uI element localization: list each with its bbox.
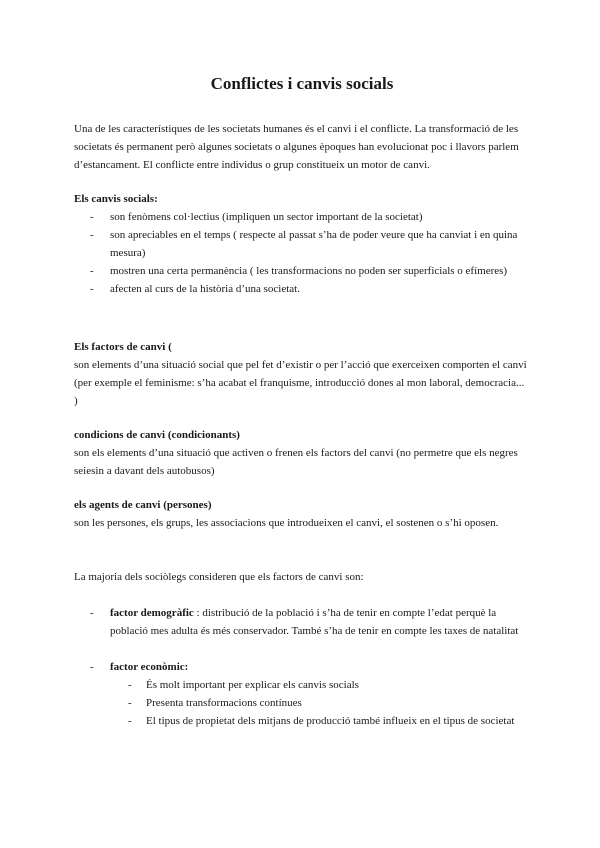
- intro-paragraph: Una de les característiques de les societats humanes és el canvi i el conflicte. La transformació de les societats és permanent però algunes societats o algunes èpoques han evolucionat poc i llavors parlem d’estancament. El conflicte entre individus o grup constitueix un motor de canvi.: [74, 123, 519, 171]
- canvis-heading: Els canvis socials:: [74, 193, 158, 205]
- canvis-list: [74, 208, 530, 298]
- list-item: - El tipus de propietat dels mitjans de producció també influeix en el tipus de societat: [110, 712, 530, 730]
- agents-heading: els agents de canvi (persones): [74, 499, 212, 511]
- economic-list: [74, 658, 530, 730]
- page-title: Conflictes i canvis socials: [210, 74, 394, 93]
- economic-term: factor econòmic:: [110, 661, 189, 673]
- condicions-text: son els elements d’una situació que activen o frenen els factors del canvi (no permetre que els negres seiesin a davant dels autobusos): [74, 447, 518, 477]
- condicions-heading: condicions de canvi (condicionants): [74, 429, 240, 441]
- list-item: - És molt important per explicar els canvis socials: [110, 676, 530, 694]
- factors-heading: Els factors de canvi (: [74, 341, 172, 353]
- list-item-demografic: [74, 604, 530, 640]
- majoria-paragraph: La majoria dels sociòlegs consideren que els factors de canvi son:: [74, 571, 364, 583]
- list-item: - son fenòmens col·lectius (impliquen un sector important de la societat): [74, 208, 530, 226]
- demografic-text: : distribució de la població i s’ha de tenir en compte l’edat perquè la població mes adulta és més conservador. També s’ha de tenir en compte les taxes de natalitat: [110, 607, 519, 637]
- list-item: - son apreciables en el temps ( respecte al passat s’ha de poder veure que ha canviat i en quina mesura): [74, 226, 530, 262]
- agents-text: son les persones, els grups, les associacions que introdueixen el canvi, el sostenen o s’hi oposen.: [74, 517, 499, 529]
- list-item: - afecten al curs de la història d’una societat.: [74, 280, 530, 298]
- list-item: - Presenta transformacions contínues: [110, 694, 530, 712]
- economic-sublist: [110, 676, 530, 730]
- factors-text: son elements d’una situació social que pel fet d’existir o per l’acció que exerceixen comporten el canvi (per exemple el feminisme: s’ha acabat el franquisme, introducció dones al mon laboral, democracia... ): [74, 359, 527, 407]
- demografic-term: factor demogràfic: [110, 607, 194, 619]
- factors-list: [74, 604, 530, 640]
- list-item: - mostren una certa permanència ( les transformacions no poden ser superficials o efímeres): [74, 262, 530, 280]
- list-item-economic: [74, 658, 530, 730]
- document-page: [74, 72, 530, 730]
